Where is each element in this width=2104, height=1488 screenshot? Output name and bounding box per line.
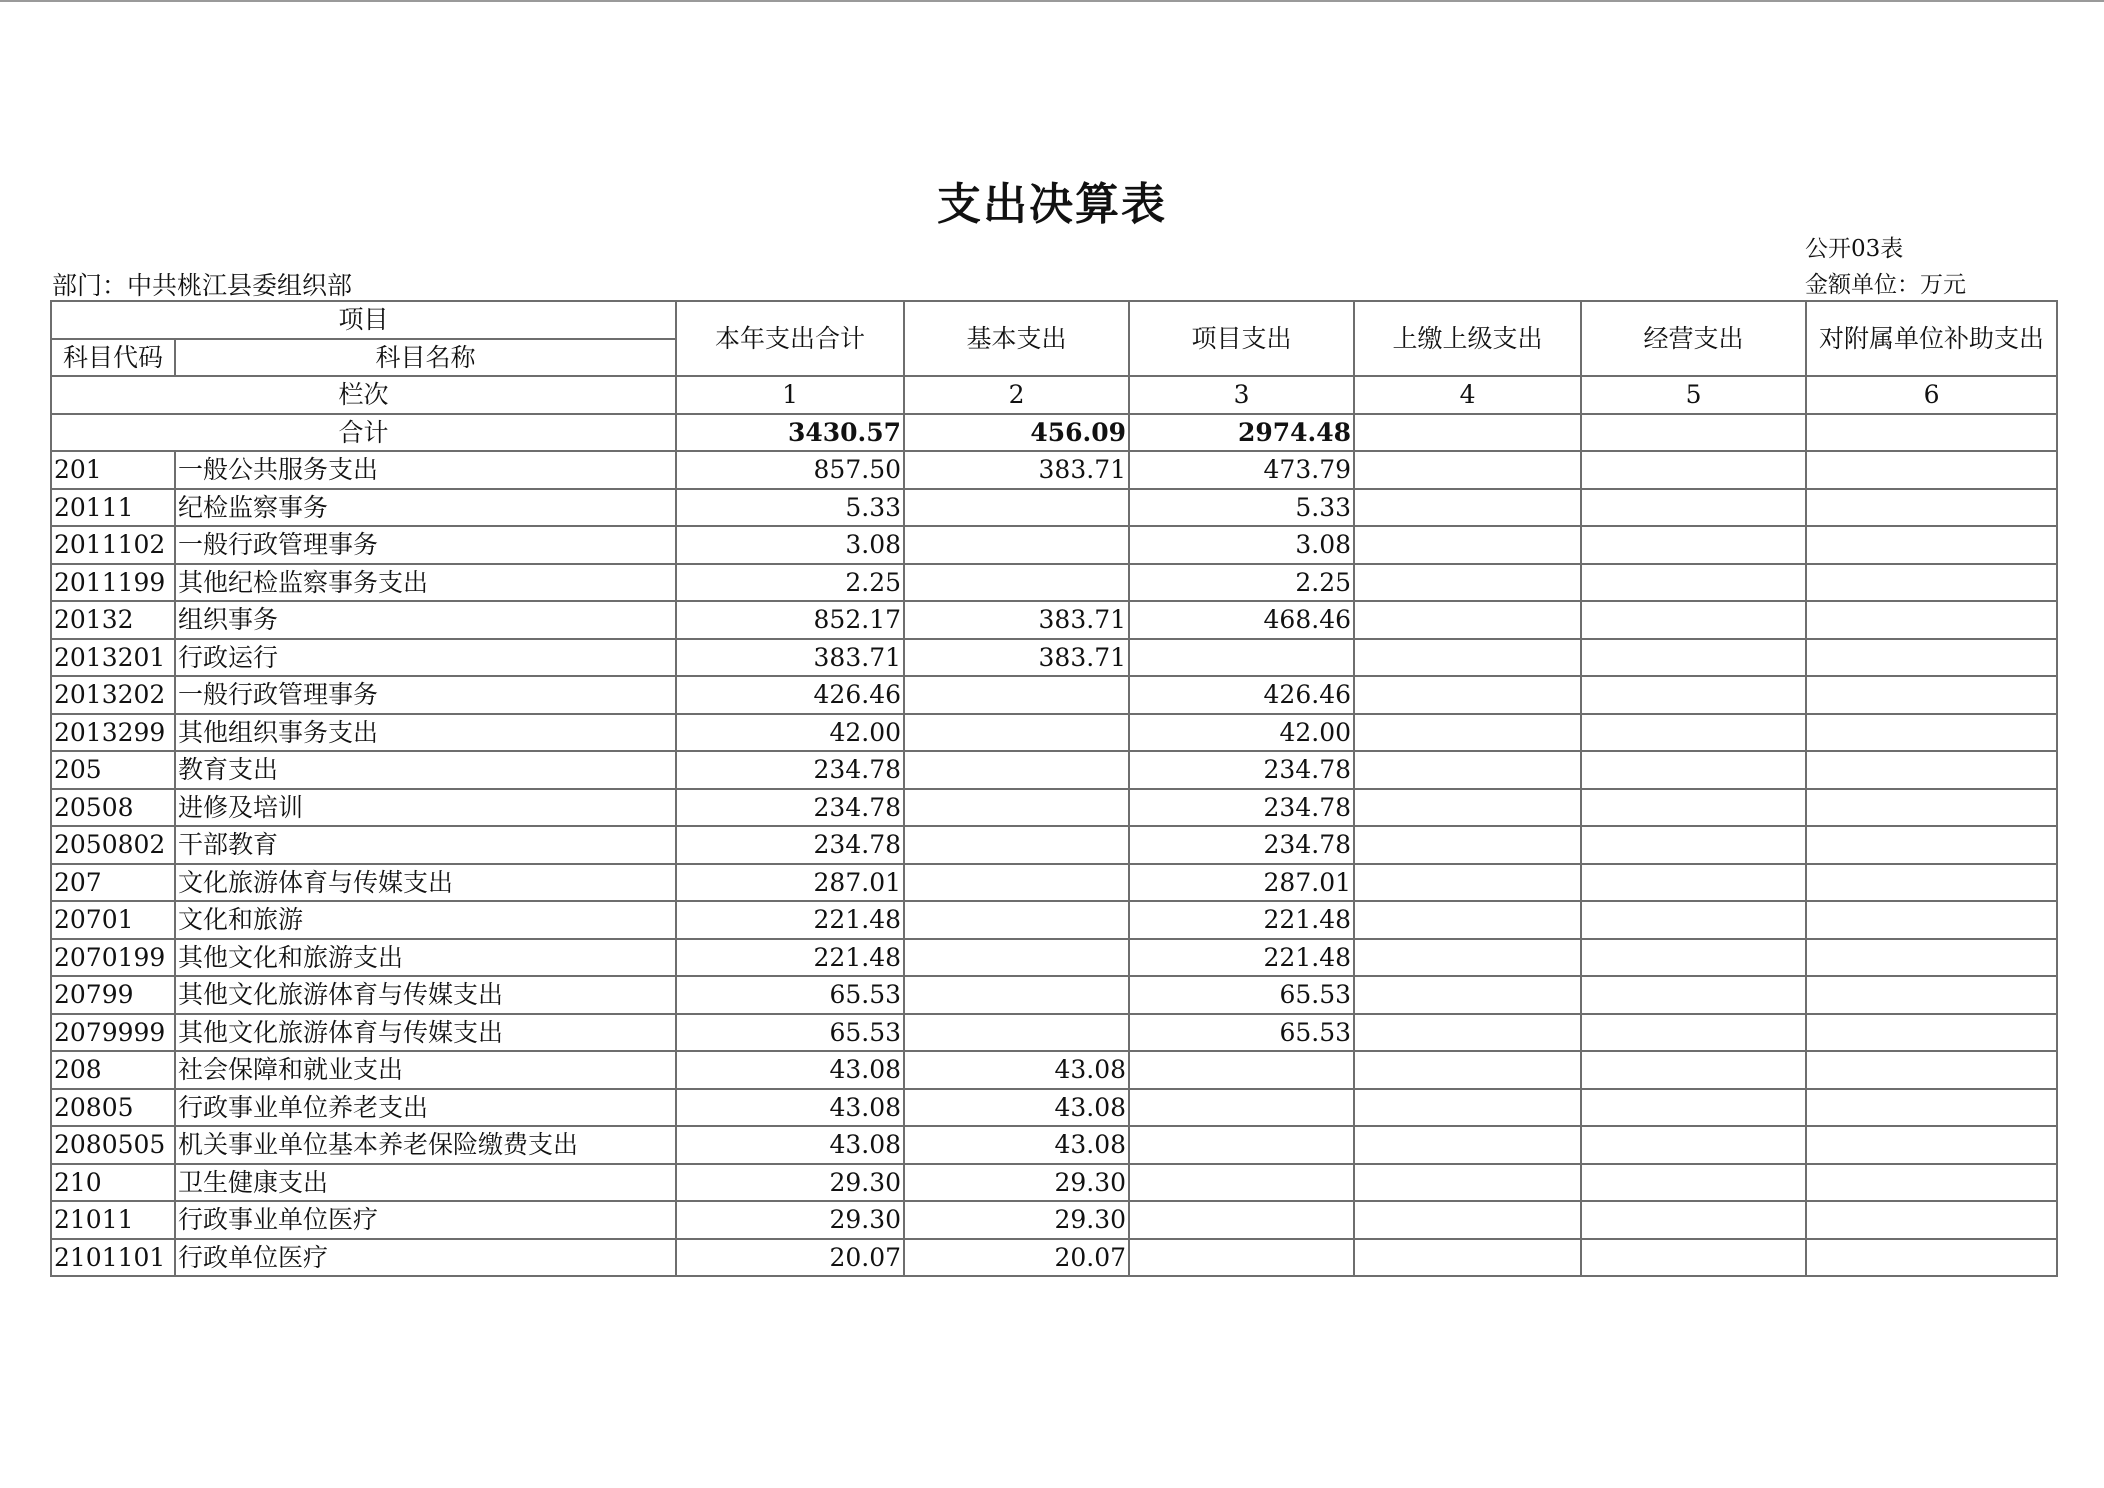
lanci-cell: 3 xyxy=(1129,376,1354,414)
subject-name-cell: 组织事务 xyxy=(175,601,676,639)
table-row xyxy=(51,751,2057,789)
subject-code-cell: 21011 xyxy=(51,1201,175,1239)
subject-code-cell: 20508 xyxy=(51,789,175,827)
amount-cell xyxy=(904,1014,1129,1052)
lanci-cell: 4 xyxy=(1354,376,1581,414)
lanci-cell: 5 xyxy=(1581,376,1806,414)
header-col-project: 项目支出 xyxy=(1129,301,1354,376)
amount-cell xyxy=(1806,826,2057,864)
table-row xyxy=(51,489,2057,527)
amount-cell: 287.01 xyxy=(676,864,904,902)
amount-cell xyxy=(1806,901,2057,939)
amount-cell xyxy=(1806,864,2057,902)
header-row-1 xyxy=(51,301,2057,339)
subject-code-cell: 20799 xyxy=(51,976,175,1014)
amount-cell: 234.78 xyxy=(1129,789,1354,827)
amount-cell: 65.53 xyxy=(1129,1014,1354,1052)
amount-cell: 43.08 xyxy=(676,1126,904,1164)
amount-cell: 852.17 xyxy=(676,601,904,639)
subject-name-cell: 卫生健康支出 xyxy=(175,1164,676,1202)
amount-cell xyxy=(1581,751,1806,789)
total-cell xyxy=(1806,414,2057,452)
expenditure-table xyxy=(50,300,2058,1277)
amount-cell xyxy=(1581,1201,1806,1239)
top-border-line xyxy=(0,0,2104,2)
amount-cell xyxy=(1354,789,1581,827)
table-row xyxy=(51,976,2057,1014)
table-row xyxy=(51,1239,2057,1277)
lanci-cell: 2 xyxy=(904,376,1129,414)
amount-cell xyxy=(904,826,1129,864)
amount-cell xyxy=(1354,676,1581,714)
amount-cell xyxy=(1354,489,1581,527)
amount-unit: 金额单位：万元 xyxy=(1805,272,1966,298)
subject-name-cell: 其他组织事务支出 xyxy=(175,714,676,752)
amount-cell xyxy=(1806,1239,2057,1277)
amount-cell xyxy=(1581,1014,1806,1052)
amount-cell xyxy=(1806,789,2057,827)
subject-code-cell: 20132 xyxy=(51,601,175,639)
amount-cell: 65.53 xyxy=(676,1014,904,1052)
subject-code-cell: 20111 xyxy=(51,489,175,527)
amount-cell: 221.48 xyxy=(676,939,904,977)
table-row xyxy=(51,676,2057,714)
subject-name-cell: 其他文化和旅游支出 xyxy=(175,939,676,977)
amount-cell xyxy=(1581,1089,1806,1127)
subject-code-cell: 208 xyxy=(51,1051,175,1089)
amount-cell xyxy=(1354,1089,1581,1127)
subject-name-cell: 一般行政管理事务 xyxy=(175,676,676,714)
amount-cell: 3.08 xyxy=(676,526,904,564)
subject-name-cell: 纪检监察事务 xyxy=(175,489,676,527)
amount-cell xyxy=(1581,676,1806,714)
amount-cell: 20.07 xyxy=(904,1239,1129,1277)
subject-name-cell: 教育支出 xyxy=(175,751,676,789)
amount-cell xyxy=(1129,1239,1354,1277)
amount-cell xyxy=(1806,1051,2057,1089)
document-title: 支出决算表 xyxy=(937,179,1167,230)
amount-cell xyxy=(1806,564,2057,602)
amount-cell xyxy=(1806,976,2057,1014)
amount-cell xyxy=(1354,864,1581,902)
subject-name-cell: 文化旅游体育与传媒支出 xyxy=(175,864,676,902)
subject-code-cell: 2101101 xyxy=(51,1239,175,1277)
amount-cell: 426.46 xyxy=(676,676,904,714)
lanci-cell: 6 xyxy=(1806,376,2057,414)
amount-cell xyxy=(1354,1239,1581,1277)
table-row xyxy=(51,564,2057,602)
total-cell: 456.09 xyxy=(904,414,1129,452)
amount-cell xyxy=(1581,601,1806,639)
amount-cell: 29.30 xyxy=(904,1201,1129,1239)
header-col-remit: 上缴上级支出 xyxy=(1354,301,1581,376)
total-cell xyxy=(1581,414,1806,452)
amount-cell xyxy=(1581,1126,1806,1164)
amount-cell: 42.00 xyxy=(1129,714,1354,752)
subject-code-cell: 2011102 xyxy=(51,526,175,564)
amount-cell xyxy=(1354,1051,1581,1089)
amount-cell xyxy=(904,676,1129,714)
amount-cell xyxy=(904,939,1129,977)
amount-cell xyxy=(1354,976,1581,1014)
amount-cell: 29.30 xyxy=(676,1201,904,1239)
subject-name-cell: 其他文化旅游体育与传媒支出 xyxy=(175,976,676,1014)
subject-code-cell: 2079999 xyxy=(51,1014,175,1052)
amount-cell: 857.50 xyxy=(676,451,904,489)
subject-name-cell: 社会保障和就业支出 xyxy=(175,1051,676,1089)
total-cell: 3430.57 xyxy=(676,414,904,452)
amount-cell: 43.08 xyxy=(904,1126,1129,1164)
table-row xyxy=(51,1089,2057,1127)
header-name: 科目名称 xyxy=(175,339,676,377)
header-code: 科目代码 xyxy=(51,339,175,377)
table-row xyxy=(51,864,2057,902)
subject-name-cell: 其他纪检监察事务支出 xyxy=(175,564,676,602)
subject-name-cell: 干部教育 xyxy=(175,826,676,864)
amount-cell: 234.78 xyxy=(676,789,904,827)
lanci-row xyxy=(51,376,2057,414)
header-project: 项目 xyxy=(51,301,676,339)
total-row xyxy=(51,414,2057,452)
amount-cell xyxy=(1354,564,1581,602)
subject-code-cell: 205 xyxy=(51,751,175,789)
amount-cell xyxy=(1354,526,1581,564)
amount-cell xyxy=(904,714,1129,752)
amount-cell xyxy=(1581,976,1806,1014)
amount-cell xyxy=(1354,601,1581,639)
amount-cell: 65.53 xyxy=(676,976,904,1014)
amount-cell xyxy=(1581,1051,1806,1089)
amount-cell xyxy=(1354,939,1581,977)
table-row xyxy=(51,639,2057,677)
table-row xyxy=(51,1164,2057,1202)
amount-cell xyxy=(904,901,1129,939)
table-row xyxy=(51,1051,2057,1089)
table-row xyxy=(51,826,2057,864)
amount-cell: 221.48 xyxy=(1129,939,1354,977)
amount-cell: 29.30 xyxy=(904,1164,1129,1202)
amount-cell xyxy=(904,751,1129,789)
amount-cell xyxy=(904,864,1129,902)
subject-code-cell: 207 xyxy=(51,864,175,902)
amount-cell: 473.79 xyxy=(1129,451,1354,489)
subject-code-cell: 2080505 xyxy=(51,1126,175,1164)
table-row xyxy=(51,1126,2057,1164)
subject-name-cell: 行政事业单位医疗 xyxy=(175,1201,676,1239)
total-label: 合计 xyxy=(51,414,676,452)
amount-cell xyxy=(904,789,1129,827)
amount-cell: 383.71 xyxy=(904,601,1129,639)
amount-cell xyxy=(1129,1051,1354,1089)
amount-cell xyxy=(1354,1014,1581,1052)
amount-cell xyxy=(1581,564,1806,602)
amount-cell xyxy=(1581,714,1806,752)
amount-cell xyxy=(1806,714,2057,752)
amount-cell xyxy=(1806,1126,2057,1164)
subject-name-cell: 行政运行 xyxy=(175,639,676,677)
subject-code-cell: 20805 xyxy=(51,1089,175,1127)
table-row xyxy=(51,601,2057,639)
amount-cell xyxy=(1354,451,1581,489)
amount-cell xyxy=(1806,489,2057,527)
amount-cell: 43.08 xyxy=(904,1051,1129,1089)
amount-cell xyxy=(1581,789,1806,827)
subject-code-cell: 2013202 xyxy=(51,676,175,714)
amount-cell xyxy=(1581,639,1806,677)
amount-cell xyxy=(1354,639,1581,677)
amount-cell xyxy=(1129,1089,1354,1127)
amount-cell xyxy=(1354,901,1581,939)
amount-cell: 234.78 xyxy=(676,826,904,864)
total-cell: 2974.48 xyxy=(1129,414,1354,452)
amount-cell xyxy=(1581,489,1806,527)
subject-code-cell: 2070199 xyxy=(51,939,175,977)
amount-cell xyxy=(1581,526,1806,564)
amount-cell xyxy=(1806,1201,2057,1239)
subject-name-cell: 其他文化旅游体育与传媒支出 xyxy=(175,1014,676,1052)
subject-name-cell: 进修及培训 xyxy=(175,789,676,827)
amount-cell: 29.30 xyxy=(676,1164,904,1202)
table-row xyxy=(51,526,2057,564)
amount-cell xyxy=(1581,901,1806,939)
lanci-cell: 1 xyxy=(676,376,904,414)
amount-cell: 468.46 xyxy=(1129,601,1354,639)
table-row xyxy=(51,451,2057,489)
amount-cell xyxy=(1806,676,2057,714)
amount-cell xyxy=(1581,939,1806,977)
amount-cell: 2.25 xyxy=(1129,564,1354,602)
subject-code-cell: 201 xyxy=(51,451,175,489)
amount-cell xyxy=(1354,1201,1581,1239)
amount-cell: 20.07 xyxy=(676,1239,904,1277)
amount-cell xyxy=(1806,1089,2057,1127)
amount-cell: 221.48 xyxy=(676,901,904,939)
amount-cell xyxy=(1806,939,2057,977)
amount-cell xyxy=(1581,451,1806,489)
amount-cell: 42.00 xyxy=(676,714,904,752)
subject-name-cell: 机关事业单位基本养老保险缴费支出 xyxy=(175,1126,676,1164)
amount-cell xyxy=(1581,864,1806,902)
amount-cell: 383.71 xyxy=(904,639,1129,677)
table-row xyxy=(51,939,2057,977)
amount-cell: 383.71 xyxy=(904,451,1129,489)
amount-cell: 43.08 xyxy=(676,1051,904,1089)
amount-cell xyxy=(1806,751,2057,789)
total-cell xyxy=(1354,414,1581,452)
amount-cell xyxy=(1581,1239,1806,1277)
amount-cell: 5.33 xyxy=(676,489,904,527)
amount-cell xyxy=(1354,826,1581,864)
subject-name-cell: 一般行政管理事务 xyxy=(175,526,676,564)
subject-code-cell: 2013201 xyxy=(51,639,175,677)
form-number: 公开03表 xyxy=(1805,236,1904,262)
amount-cell: 234.78 xyxy=(676,751,904,789)
amount-cell xyxy=(1354,1164,1581,1202)
table-row xyxy=(51,1201,2057,1239)
amount-cell xyxy=(904,526,1129,564)
amount-cell xyxy=(1354,751,1581,789)
subject-name-cell: 一般公共服务支出 xyxy=(175,451,676,489)
amount-cell: 43.08 xyxy=(904,1089,1129,1127)
department-label: 部门：中共桃江县委组织部 xyxy=(52,271,353,300)
subject-name-cell: 文化和旅游 xyxy=(175,901,676,939)
amount-cell xyxy=(1581,1164,1806,1202)
amount-cell: 383.71 xyxy=(676,639,904,677)
amount-cell: 234.78 xyxy=(1129,826,1354,864)
amount-cell: 287.01 xyxy=(1129,864,1354,902)
amount-cell xyxy=(1806,1164,2057,1202)
subject-code-cell: 2011199 xyxy=(51,564,175,602)
amount-cell xyxy=(1129,1201,1354,1239)
amount-cell: 234.78 xyxy=(1129,751,1354,789)
header-col-subsidy: 对附属单位补助支出 xyxy=(1806,301,2057,376)
amount-cell: 221.48 xyxy=(1129,901,1354,939)
subject-code-cell: 210 xyxy=(51,1164,175,1202)
amount-cell xyxy=(1129,1126,1354,1164)
subject-code-cell: 20701 xyxy=(51,901,175,939)
header-col-basic: 基本支出 xyxy=(904,301,1129,376)
amount-cell: 426.46 xyxy=(1129,676,1354,714)
amount-cell: 2.25 xyxy=(676,564,904,602)
table-row xyxy=(51,714,2057,752)
amount-cell xyxy=(1354,1126,1581,1164)
amount-cell xyxy=(1129,639,1354,677)
table-row xyxy=(51,901,2057,939)
table-row xyxy=(51,789,2057,827)
amount-cell xyxy=(1354,714,1581,752)
amount-cell: 3.08 xyxy=(1129,526,1354,564)
subject-code-cell: 2013299 xyxy=(51,714,175,752)
table-row xyxy=(51,1014,2057,1052)
amount-cell xyxy=(1581,826,1806,864)
amount-cell: 43.08 xyxy=(676,1089,904,1127)
subject-name-cell: 行政事业单位养老支出 xyxy=(175,1089,676,1127)
header-col-total: 本年支出合计 xyxy=(676,301,904,376)
lanci-label: 栏次 xyxy=(51,376,676,414)
amount-cell xyxy=(1806,451,2057,489)
subject-code-cell: 2050802 xyxy=(51,826,175,864)
amount-cell xyxy=(1806,601,2057,639)
amount-cell xyxy=(904,976,1129,1014)
amount-cell xyxy=(904,564,1129,602)
amount-cell: 65.53 xyxy=(1129,976,1354,1014)
amount-cell: 5.33 xyxy=(1129,489,1354,527)
subject-name-cell: 行政单位医疗 xyxy=(175,1239,676,1277)
amount-cell xyxy=(1806,526,2057,564)
amount-cell xyxy=(1129,1164,1354,1202)
amount-cell xyxy=(904,489,1129,527)
header-col-operating: 经营支出 xyxy=(1581,301,1806,376)
amount-cell xyxy=(1806,1014,2057,1052)
amount-cell xyxy=(1806,639,2057,677)
